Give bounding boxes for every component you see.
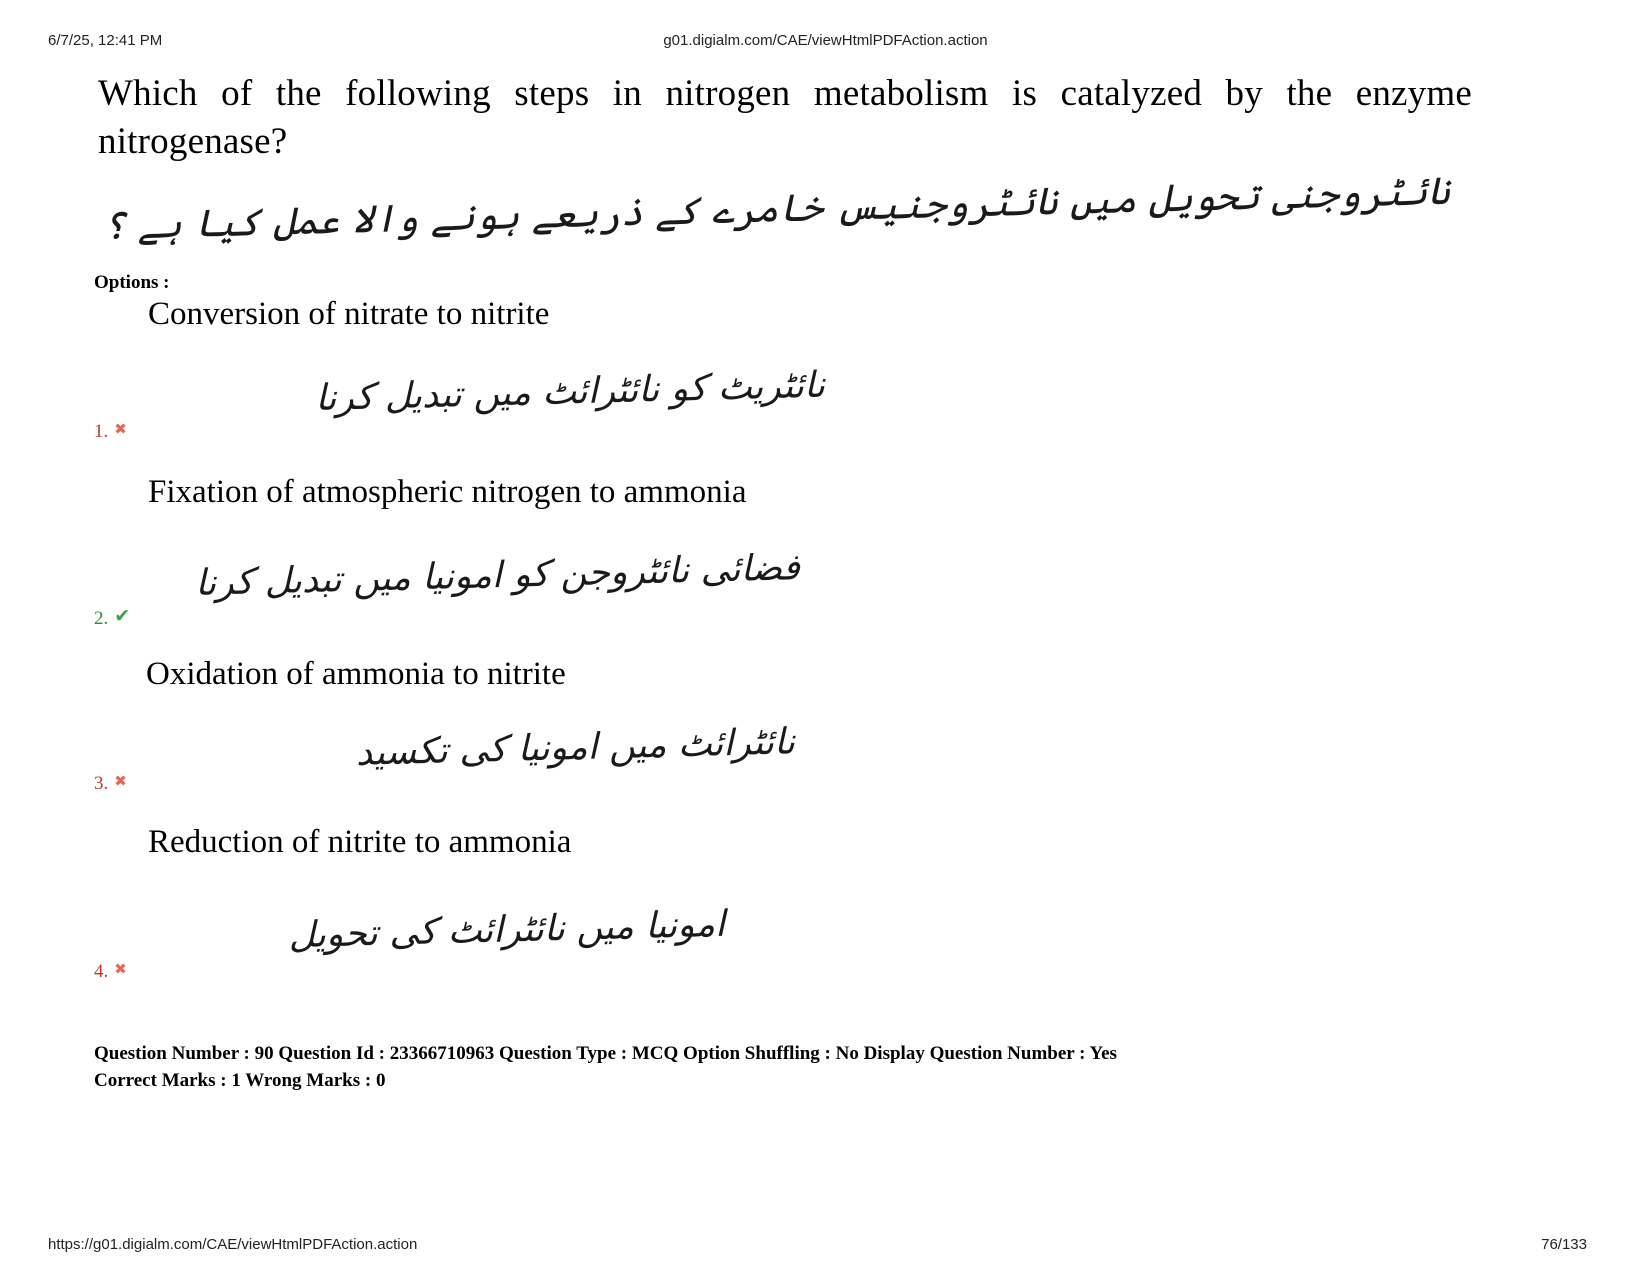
question-text-english: Which of the following steps in nitrogen metabolism is catalyzed by the enzyme nitrogenase? (98, 73, 1472, 162)
option-1-text-english: Conversion of nitrate to nitrite (148, 296, 550, 332)
print-header-url: g01.digialm.com/CAE/viewHtmlPDFAction.action (663, 32, 988, 49)
question-meta-line-2: Correct Marks : 1 Wrong Marks : 0 (94, 1070, 386, 1091)
print-datetime: 6/7/25, 12:41 PM (48, 32, 163, 49)
cross-icon: ✖ (114, 772, 127, 790)
cross-icon: ✖ (114, 420, 127, 438)
question-text-urdu: نائٹروجنی تحویل میں نائٹروجنیس خامرے کے ذریعے ہونے والا عمل کیا ہے ؟ (102, 168, 1451, 249)
print-footer-url: https://g01.digialm.com/CAE/viewHtmlPDFAction.action (48, 1236, 418, 1253)
option-2-marker (94, 605, 130, 630)
option-3-number: 3. (94, 773, 109, 794)
option-4-text-english: Reduction of nitrite to ammonia (148, 824, 572, 860)
options-label: Options : (94, 272, 170, 293)
option-1-text-urdu: نائٹریٹ کو نائٹرائٹ میں تبدیل کرنا (314, 364, 826, 420)
cross-icon: ✖ (114, 960, 127, 978)
option-4-marker (94, 960, 127, 983)
option-2-text-english: Fixation of atmospheric nitrogen to ammonia (148, 474, 747, 510)
option-3-text-english: Oxidation of ammonia to nitrite (146, 656, 566, 692)
option-3-text-urdu: نائٹرائٹ میں امونیا کی تکسید (355, 721, 796, 774)
option-2-number: 2. (94, 608, 109, 629)
option-1-marker (94, 420, 127, 443)
page-number: 76/133 (1541, 1236, 1587, 1253)
option-3-marker (94, 772, 127, 795)
option-4-text-urdu: امونیا میں نائٹرائٹ کی تحویل (288, 903, 726, 957)
check-icon: ✔ (114, 605, 131, 627)
option-2-text-urdu: فضائی نائٹروجن کو امونیا میں تبدیل کرنا (194, 547, 801, 604)
question-meta-line-1: Question Number : 90 Question Id : 23366710963 Question Type : MCQ Option Shuffling : No Display Question Number : Yes (94, 1043, 1117, 1064)
option-1-number: 1. (94, 421, 109, 442)
option-4-number: 4. (94, 961, 109, 982)
